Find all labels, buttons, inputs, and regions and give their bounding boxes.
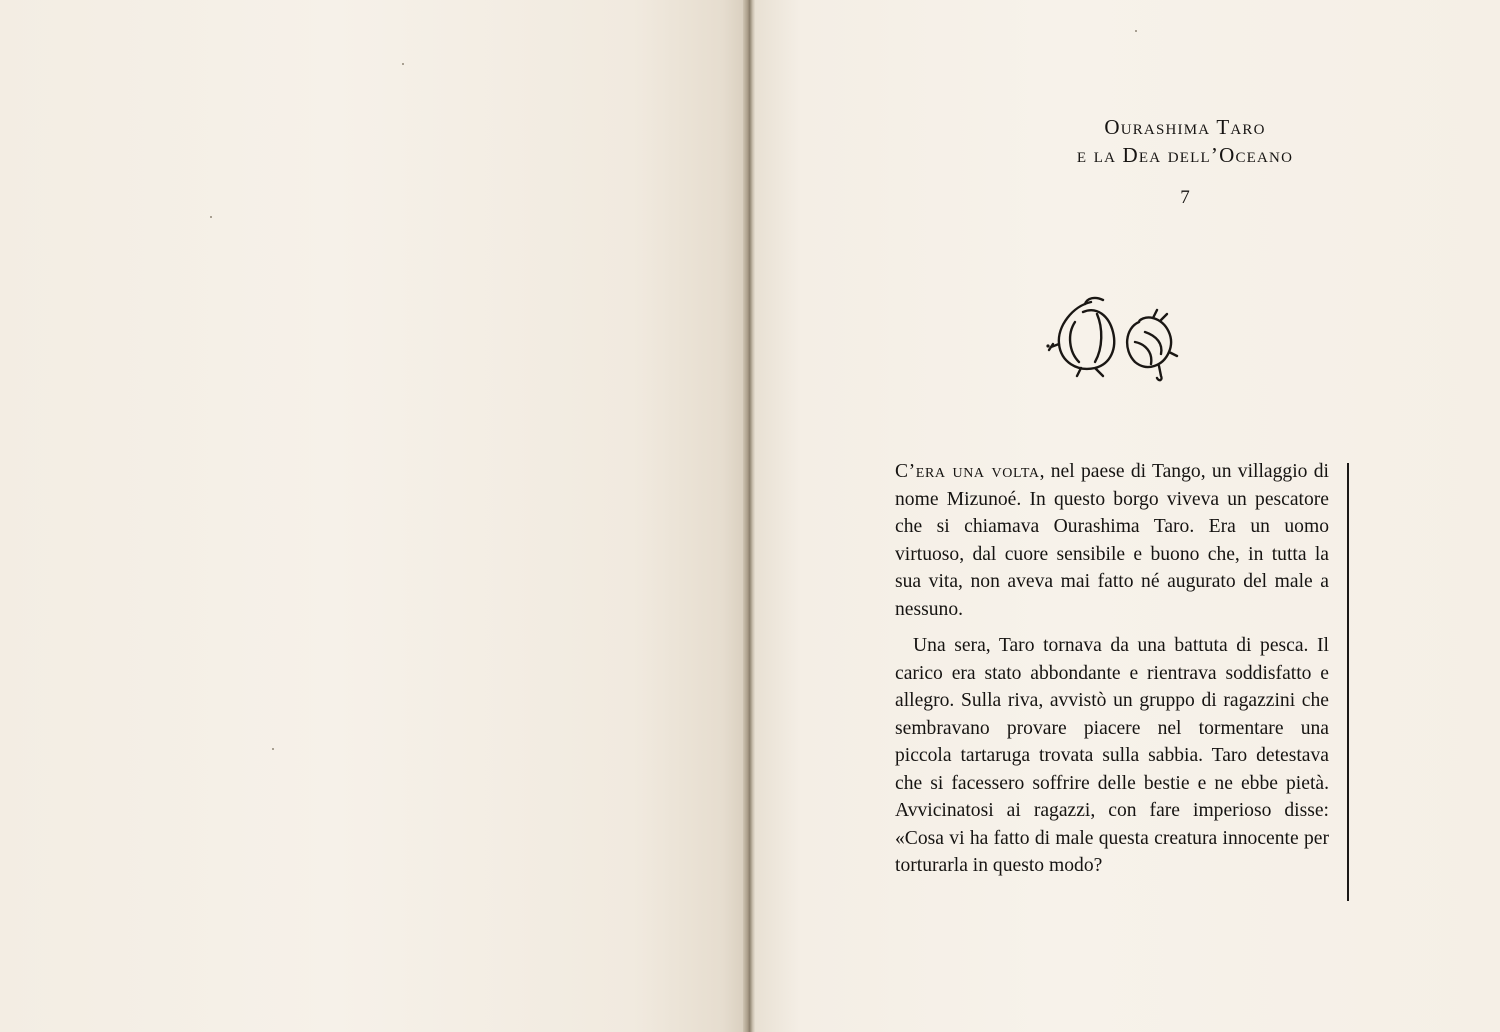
lead-small-caps: C’era una volta bbox=[895, 461, 1040, 482]
body-text bbox=[895, 458, 1329, 880]
vertical-margin-rule bbox=[1347, 463, 1349, 901]
chapter-title-line-2: e la Dea dell’Oceano bbox=[1076, 143, 1294, 167]
paragraph-1 bbox=[895, 458, 1329, 623]
left-page-blank bbox=[0, 0, 745, 1032]
chapter-title-line-1: Ourashima Taro bbox=[1104, 115, 1266, 139]
paragraph-1-text: , nel paese di Tango, un villaggio di nome Mizunoé. In questo borgo viveva un pescatore che si chiamava Ourashima Taro. Era un uomo virtuoso, dal cuore sensibile e buono che, in tutta la sua vita, non aveva mai fatto né augurato del male a nessuno. bbox=[895, 461, 1329, 620]
paper-speck bbox=[1135, 30, 1137, 32]
paper-speck bbox=[272, 748, 274, 750]
paper-speck bbox=[210, 216, 212, 218]
paragraph-2: Una sera, Taro tornava da una battuta di pesca. Il carico era stato abbondante e rientrava soddisfatto e allegro. Sulla riva, avvistò un gruppo di ragazzini che sembravano provare piacere nel tormentare una piccola tartaruga trovata sulla sabbia. Taro detestava che si facessero soffrire delle bestie e ne ebbe pietà. Avvicinatosi ai ragazzi, con fare imperioso disse: «Cosa vi ha fatto di male questa creatura innocente per torturarla in questo modo? bbox=[895, 635, 1329, 876]
chapter-header bbox=[755, 113, 1500, 209]
page-number: 7 bbox=[1180, 187, 1190, 208]
book-gutter bbox=[743, 0, 755, 1032]
paper-speck bbox=[402, 63, 404, 65]
twin-turtles-ornament-icon bbox=[1045, 292, 1185, 384]
right-page bbox=[755, 0, 1500, 1032]
